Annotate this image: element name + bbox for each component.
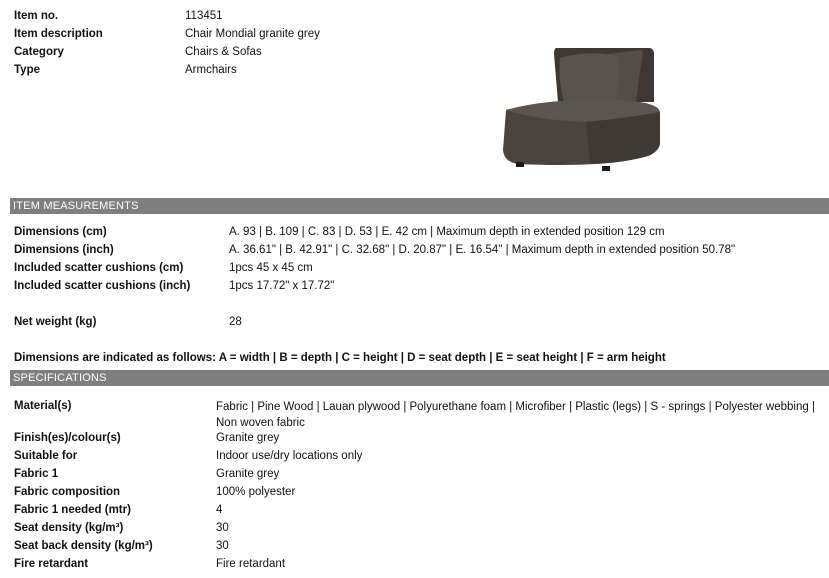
scatter-cushions-cm-value: 1pcs 45 x 45 cm: [229, 262, 313, 274]
fabric-needed-value: 4: [216, 504, 223, 516]
fire-retardant-label: Fire retardant: [14, 558, 89, 570]
finish-colour-value: Granite grey: [216, 432, 280, 444]
dimensions-cm-label: Dimensions (cm): [14, 226, 107, 238]
category-label: Category: [14, 46, 64, 58]
finish-colour-label: Finish(es)/colour(s): [14, 432, 121, 444]
type-value: Armchairs: [185, 64, 237, 76]
fabric-1-value: Granite grey: [216, 468, 280, 480]
fabric-1-label: Fabric 1: [14, 468, 59, 480]
type-label: Type: [14, 64, 40, 76]
materials-value: Fabric | Pine Wood | Lauan plywood | Polyurethane foam | Microfiber | Plastic (legs) | S - springs | Polyester webbing | Non woven fabric: [216, 401, 815, 429]
net-weight-label: Net weight (kg): [14, 316, 97, 328]
net-weight-value: 28: [229, 316, 242, 328]
item-no-value: 113451: [185, 10, 223, 22]
seat-back-density-value: 30: [216, 540, 229, 552]
seat-back-density-label: Seat back density (kg/m³): [14, 540, 153, 552]
materials-label: Material(s): [14, 400, 72, 412]
item-measurements-bar: ITEM MEASUREMENTS: [10, 198, 829, 214]
suitable-for-value: Indoor use/dry locations only: [216, 450, 363, 462]
dimensions-inch-value: A. 36.61" | B. 42.91" | C. 32.68" | D. 20.87" | E. 16.54" | Maximum depth in extended position 50.78": [229, 244, 736, 256]
seat-density-value: 30: [216, 522, 229, 534]
category-value: Chairs & Sofas: [185, 46, 262, 58]
specifications-bar: SPECIFICATIONS: [10, 370, 829, 386]
fabric-composition-label: Fabric composition: [14, 486, 121, 498]
seat-density-label: Seat density (kg/m³): [14, 522, 124, 534]
fabric-composition-value: 100% polyester: [216, 486, 296, 498]
dimensions-legend-note: Dimensions are indicated as follows: A = width | B = depth | C = height | D = seat depth | E = seat height | F = arm height: [14, 352, 666, 364]
item-description-value: Chair Mondial granite grey: [185, 28, 320, 40]
armchair-product-image: [498, 40, 668, 180]
item-description-label: Item description: [14, 28, 103, 40]
fire-retardant-value: Fire retardant: [216, 558, 286, 570]
suitable-for-label: Suitable for: [14, 450, 78, 462]
scatter-cushions-cm-label: Included scatter cushions (cm): [14, 262, 184, 274]
fabric-needed-label: Fabric 1 needed (mtr): [14, 504, 131, 516]
scatter-cushions-inch-label: Included scatter cushions (inch): [14, 280, 191, 292]
item-no-label: Item no.: [14, 10, 59, 22]
scatter-cushions-inch-value: 1pcs 17.72" x 17.72": [229, 280, 335, 292]
dimensions-inch-label: Dimensions (inch): [14, 244, 114, 256]
dimensions-cm-value: A. 93 | B. 109 | C. 83 | D. 53 | E. 42 cm | Maximum depth in extended position 129 cm: [229, 226, 665, 238]
